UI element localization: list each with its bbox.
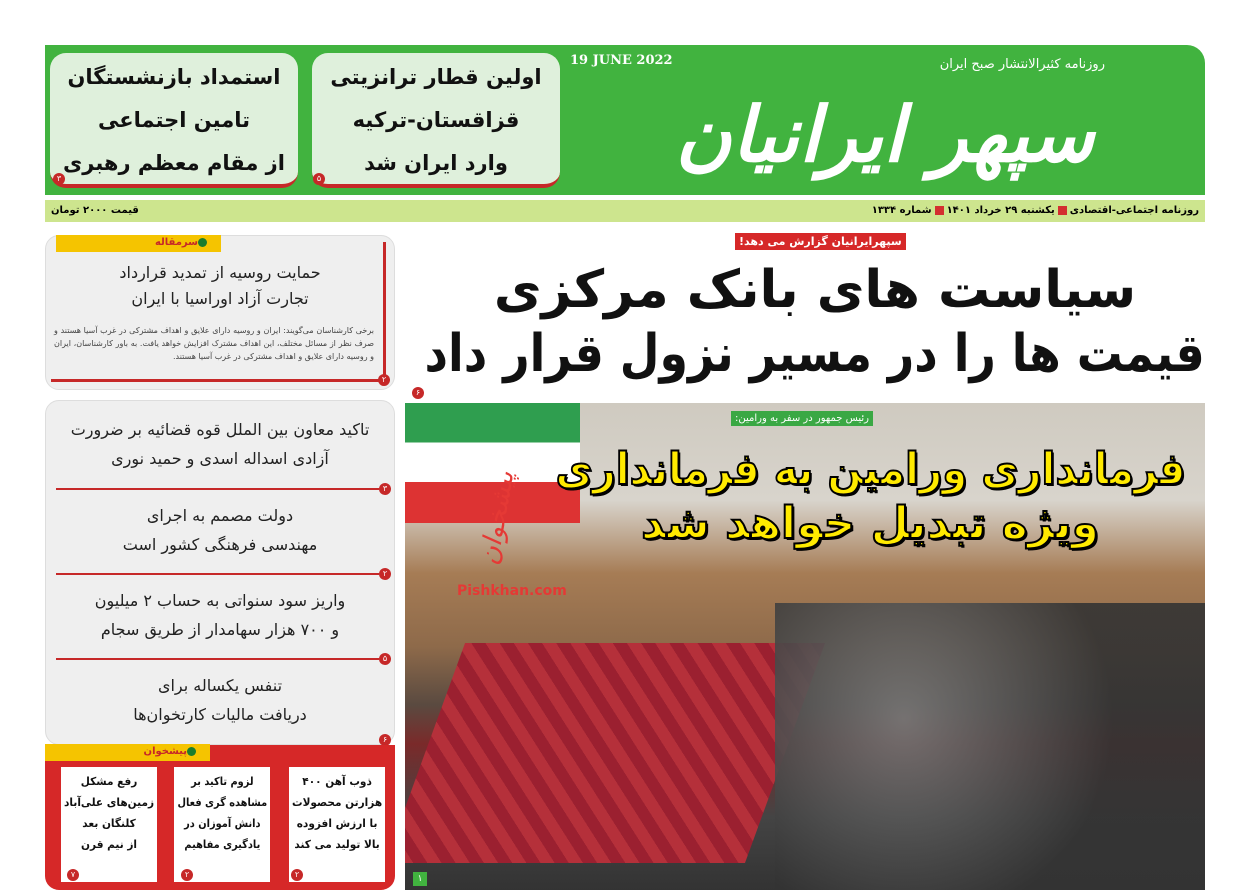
news-item[interactable]: تنفس یکساله برای دریافت مالیات کارتخوان‌ها	[133, 676, 307, 724]
carpet	[405, 643, 825, 863]
pishkhan-card[interactable]: ذوب آهن ۴۰۰ هزارتن محصولات با ارزش افزوده بالا تولید می کند	[289, 767, 385, 882]
section-label: سرمقاله	[56, 235, 221, 252]
page-badge: ۵	[379, 653, 391, 665]
page-badge: ۲	[291, 869, 303, 881]
page-badge: ۳	[53, 173, 65, 185]
page-badge: ۲	[181, 869, 193, 881]
page-badge: ۶	[379, 734, 391, 746]
watermark: پیشخوان	[474, 468, 521, 568]
photo-headline: فرمانداری ورامین به فرمانداری ویژه تبدیل خواهد شد	[555, 444, 1185, 549]
teaser-train[interactable]: اولین قطار ترانزیتی قزاقستان-ترکیه وارد ایران شد	[312, 53, 560, 188]
editorial-title: حمایت روسیه از تمدید قرارداد تجارت آزاد اوراسیا با ایران	[119, 263, 321, 308]
tagline: روزنامه کثیرالانتشار صبح ایران	[939, 57, 1105, 72]
headline-line: قیمت ها را در مسیر نزول قرار داد	[424, 324, 1206, 384]
pishkhan-card[interactable]: رفع مشکل زمین‌های علی‌آباد کلنگان بعد از نیم قرن	[61, 767, 157, 882]
pishkhan-card[interactable]: لزوم تاکید بر مشاهده گری فعال دانش آموزان در یادگیری مفاهیم	[174, 767, 270, 882]
newspaper-logo: سپهر ایرانیان	[675, 90, 1095, 179]
price: قیمت ۲۰۰۰ تومان	[51, 205, 139, 216]
headline-kicker: سپهرایرانیان گزارش می دهد!	[735, 233, 906, 250]
news-list	[45, 400, 395, 745]
issue-date: یکشنبه ۲۹ خرداد ۱۴۰۱	[946, 205, 1055, 216]
paper-type: روزنامه اجتماعی-اقتصادی	[1069, 205, 1199, 216]
editorial-body: برخی کارشناسان می‌گویند: ایران و روسیه دارای علایق و اهداف مشترکی در غرب آسیا هستند و صرف نظر از مسائل مختلف، این اهداف مشترک افزایش خواهد یافت. به باور کارشناسان، ایران و روسیه دارای علایق و اهداف مشترکی در غرب آسیا هستند.	[54, 326, 374, 361]
page-badge: ۱	[413, 872, 427, 886]
crowd	[775, 603, 1205, 890]
news-item[interactable]: واریز سود سنواتی به حساب ۲ میلیون و ۷۰۰ هزار سهامدار از طریق سجام	[94, 591, 346, 639]
lead-photo[interactable]	[405, 403, 1205, 890]
teaser-pensioners[interactable]: استمداد بازنشستگان تامین اجتماعی از مقام معظم رهبری	[50, 53, 298, 188]
page-badge: ۷	[67, 869, 79, 881]
pishkhan-box	[45, 745, 395, 890]
news-item[interactable]: تاکید معاون بین الملل قوه قضائیه بر ضرورت آزادی اسداله اسدی و حمید نوری	[70, 420, 370, 468]
news-item[interactable]: دولت مصمم به اجرای مهندسی فرهنگی کشور است	[122, 506, 318, 554]
section-label: پیشخوان	[45, 744, 210, 761]
page-badge: ۶	[412, 387, 424, 399]
issue-number: شماره ۱۳۳۴	[871, 205, 932, 216]
headline-line: سیاست های بانک مرکزی	[493, 260, 1137, 320]
page-badge: ۳	[379, 483, 391, 495]
page-badge: ۲	[379, 568, 391, 580]
watermark-url: Pishkhan.com	[457, 583, 567, 599]
page-badge: ۲	[378, 374, 390, 386]
masthead	[45, 45, 1205, 195]
dot-icon	[198, 238, 207, 247]
dot-icon	[187, 747, 196, 756]
editorial-box[interactable]	[45, 235, 395, 390]
photo-kicker: رئیس جمهور در سفر به ورامین:	[731, 411, 873, 426]
main-headline[interactable]	[425, 258, 1205, 386]
date-english: 19 JUNE 2022	[570, 53, 673, 68]
info-strip	[45, 200, 1205, 222]
divider	[51, 379, 386, 382]
divider	[383, 242, 386, 382]
page-badge: ۵	[313, 173, 325, 185]
